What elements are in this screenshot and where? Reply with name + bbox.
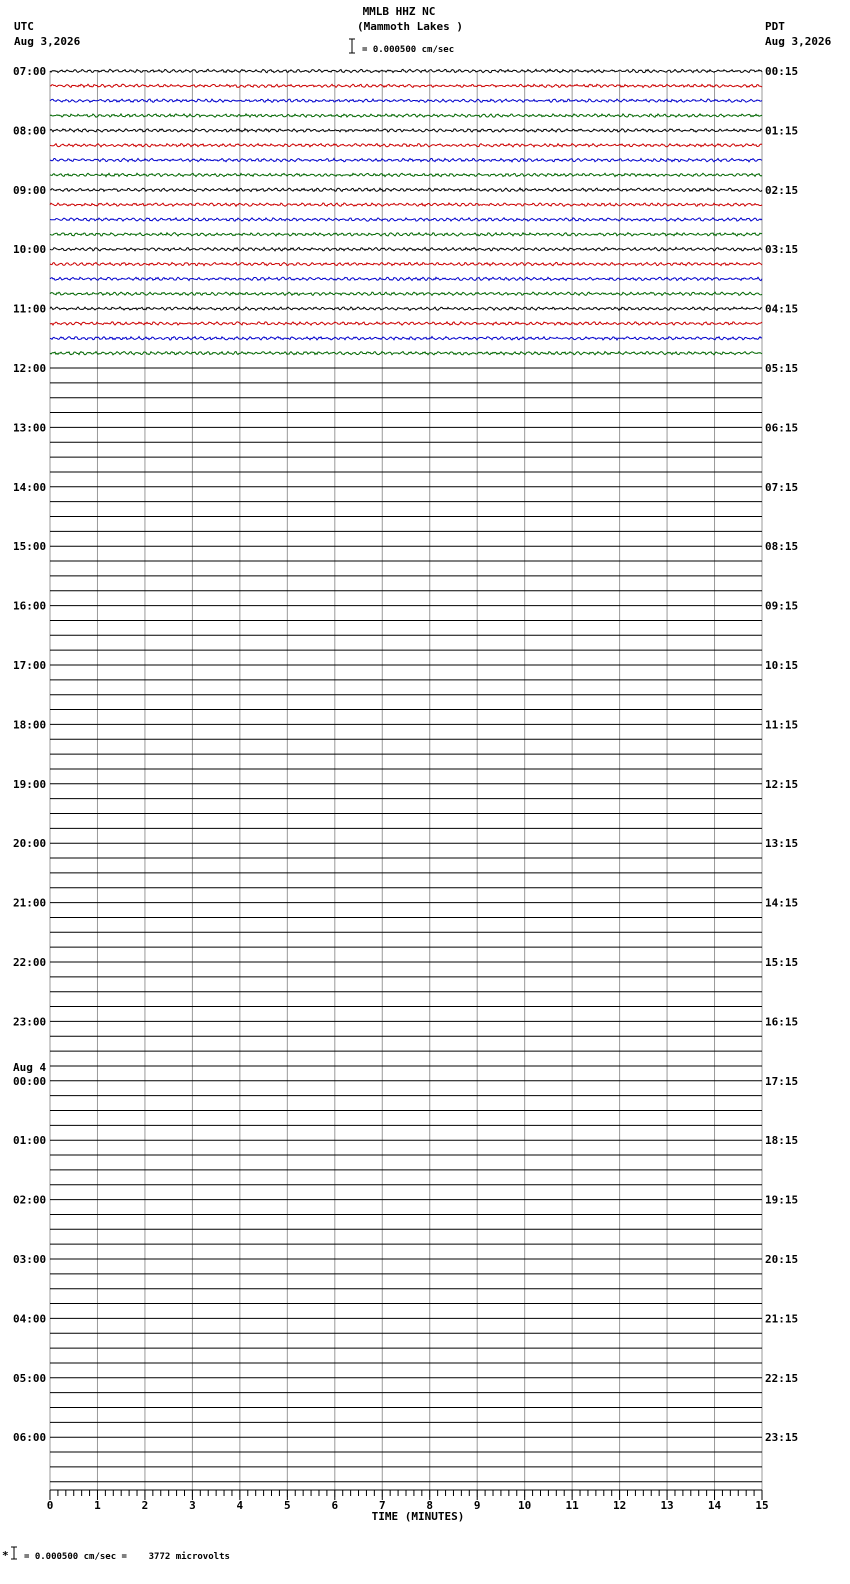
utc-hour-label: 17:00 — [13, 659, 47, 672]
utc-hour-label: 07:00 — [13, 65, 47, 78]
seismic-trace — [50, 69, 762, 72]
pdt-hour-label: 19:15 — [765, 1193, 799, 1207]
right-date: Aug 3,2026 — [765, 35, 832, 48]
seismic-trace — [50, 307, 762, 310]
x-tick-label: 8 — [426, 1499, 434, 1512]
pdt-hour-label: 21:15 — [765, 1312, 799, 1326]
pdt-hour-label: 09:15 — [765, 599, 799, 613]
pdt-hour-label: 11:15 — [765, 718, 799, 732]
pdt-hour-label: 07:15 — [765, 480, 799, 494]
pdt-hour-label: 14:15 — [765, 896, 799, 910]
x-tick-label: 0 — [46, 1499, 54, 1512]
x-tick-label: 4 — [236, 1499, 244, 1512]
seismic-trace — [50, 188, 762, 191]
seismic-trace — [50, 352, 762, 355]
x-tick-label: 6 — [331, 1499, 339, 1512]
utc-hour-label: 18:00 — [13, 718, 47, 732]
pdt-hour-label: 22:15 — [765, 1371, 799, 1385]
x-tick-label: 11 — [565, 1499, 579, 1512]
seismic-trace — [50, 114, 762, 117]
utc-hour-label: 06:00 — [13, 1431, 47, 1445]
seismic-trace — [50, 248, 762, 251]
pdt-hour-label: 01:15 — [765, 124, 799, 138]
date-change-label: Aug 4 — [13, 1060, 47, 1074]
pdt-hour-label: 17:15 — [765, 1074, 799, 1088]
seismic-trace — [50, 322, 762, 325]
seismic-trace — [50, 233, 762, 236]
scale-label: = 0.000500 cm/sec — [362, 45, 455, 55]
utc-hour-label: 02:00 — [13, 1193, 47, 1207]
svg-text:*: * — [2, 1549, 9, 1562]
utc-hour-label: 10:00 — [13, 243, 47, 257]
utc-hour-label: 11:00 — [13, 302, 47, 316]
x-tick-label: 13 — [660, 1499, 674, 1512]
utc-hour-label: 23:00 — [13, 1015, 47, 1029]
utc-hour-label: 21:00 — [13, 896, 47, 910]
utc-hour-label: 16:00 — [13, 599, 47, 613]
pdt-hour-label: 03:15 — [765, 243, 799, 257]
utc-hour-label: 15:00 — [13, 540, 47, 554]
x-tick-label: 14 — [707, 1499, 722, 1512]
x-tick-label: 3 — [189, 1499, 196, 1512]
utc-hour-label: 22:00 — [13, 956, 47, 969]
utc-hour-label: 00:00 — [13, 1074, 47, 1088]
station-location: (Mammoth Lakes ) — [357, 20, 463, 33]
right-timezone: PDT — [765, 20, 785, 33]
seismic-trace — [50, 158, 762, 161]
seismic-trace — [50, 277, 762, 280]
utc-hour-label: 05:00 — [13, 1371, 47, 1385]
pdt-hour-label: 06:15 — [765, 421, 799, 435]
pdt-hour-label: 13:15 — [765, 837, 799, 851]
pdt-hour-label: 04:15 — [765, 302, 799, 316]
station-title: MMLB HHZ NC — [362, 5, 436, 18]
seismic-trace — [50, 262, 762, 265]
pdt-hour-label: 15:15 — [765, 956, 799, 969]
utc-hour-label: 13:00 — [13, 421, 47, 435]
seismic-trace — [50, 99, 762, 102]
seismic-trace — [50, 292, 762, 295]
seismic-trace — [50, 144, 762, 147]
seismic-trace — [50, 337, 762, 340]
footer-scale-note: = 0.000500 cm/sec = 3772 microvolts — [24, 1552, 230, 1562]
x-tick-label: 15 — [755, 1499, 769, 1512]
pdt-hour-label: 08:15 — [765, 540, 799, 554]
pdt-hour-label: 20:15 — [765, 1253, 799, 1266]
pdt-hour-label: 02:15 — [765, 183, 799, 197]
seismic-trace — [50, 84, 762, 87]
pdt-hour-label: 10:15 — [765, 659, 799, 672]
x-tick-label: 9 — [473, 1499, 481, 1512]
pdt-hour-label: 16:15 — [765, 1015, 799, 1029]
x-tick-label: 5 — [284, 1499, 291, 1512]
utc-hour-label: 19:00 — [13, 777, 47, 791]
utc-hour-label: 04:00 — [13, 1312, 47, 1326]
pdt-hour-label: 18:15 — [765, 1134, 799, 1148]
x-axis-title: TIME (MINUTES) — [371, 1510, 465, 1523]
utc-hour-label: 08:00 — [13, 124, 47, 138]
pdt-hour-label: 23:15 — [765, 1431, 799, 1445]
x-tick-label: 7 — [378, 1499, 386, 1512]
x-tick-label: 2 — [141, 1499, 149, 1512]
seismic-trace — [50, 173, 762, 176]
seismic-trace — [50, 218, 762, 221]
scale-bar-icon — [349, 39, 355, 53]
footer-scale-bar-icon — [2, 1547, 17, 1562]
seismic-trace — [50, 129, 762, 132]
left-timezone: UTC — [14, 20, 34, 33]
x-tick-label: 1 — [94, 1499, 101, 1512]
seismic-trace — [50, 203, 762, 206]
x-tick-label: 12 — [612, 1499, 627, 1512]
utc-hour-label: 09:00 — [13, 183, 47, 197]
left-date: Aug 3,2026 — [14, 35, 81, 48]
pdt-hour-label: 05:15 — [765, 362, 799, 375]
pdt-hour-label: 00:15 — [765, 65, 799, 78]
utc-hour-label: 14:00 — [13, 480, 47, 494]
pdt-hour-label: 12:15 — [765, 777, 799, 791]
utc-hour-label: 20:00 — [13, 837, 47, 851]
x-tick-label: 10 — [518, 1499, 532, 1512]
utc-hour-label: 01:00 — [13, 1134, 47, 1148]
utc-hour-label: 12:00 — [13, 362, 47, 375]
utc-hour-label: 03:00 — [13, 1253, 47, 1266]
